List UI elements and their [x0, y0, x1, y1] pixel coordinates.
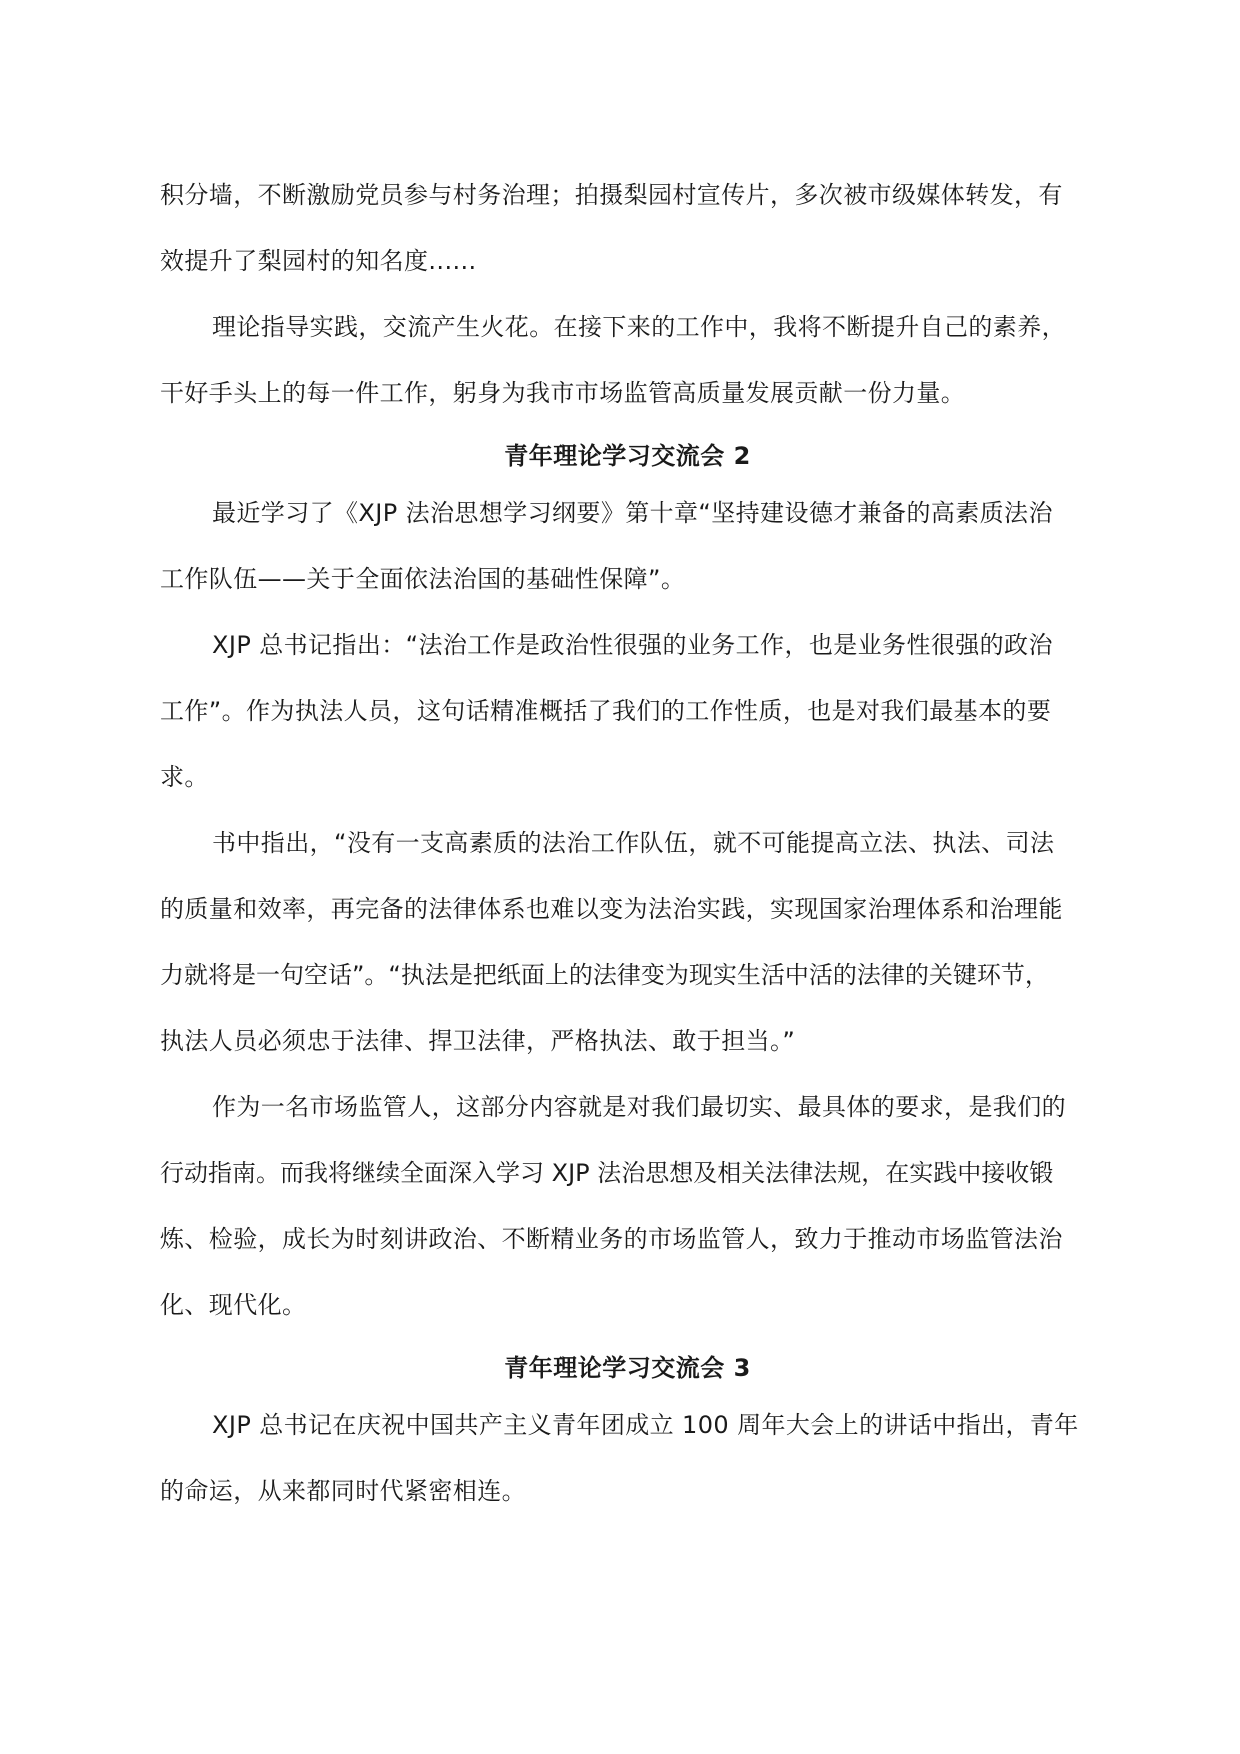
section-heading: 青年理论学习交流会 3 [504, 1354, 751, 1382]
text-line: 积分墙，不断激励党员参与村务治理；拍摄梨园村宣传片，多次被市级媒体转发，有 [160, 181, 1063, 209]
text-line: 作为一名市场监管人，这部分内容就是对我们最切实、最具体的要求，是我们的 [212, 1093, 1066, 1121]
paragraph [160, 162, 1095, 294]
paragraph [160, 1074, 1095, 1338]
text-line: 效提升了梨园村的知名度...... [160, 247, 477, 275]
text-line: 的质量和效率，再完备的法律体系也难以变为法治实践，实现国家治理体系和治理能 [160, 895, 1063, 923]
paragraph [160, 480, 1095, 612]
text-line: 工作”。作为执法人员，这句话精准概括了我们的工作性质，也是对我们最基本的要 [160, 697, 1052, 725]
text-line: 力就将是一句空话”。“执法是把纸面上的法律变为现实生活中活的法律的关键环节， [160, 961, 1049, 989]
document-page [160, 162, 1095, 1524]
text-line: 行动指南。而我将继续全面深入学习 XJP 法治思想及相关法律法规，在实践中接收锻 [160, 1159, 1054, 1187]
paragraph [160, 612, 1095, 810]
paragraph [160, 294, 1095, 426]
text-line: XJP 总书记在庆祝中国共产主义青年团成立 100 周年大会上的讲话中指出，青年 [212, 1411, 1079, 1439]
text-line: 书中指出，“没有一支高素质的法治工作队伍，就不可能提高立法、执法、司法 [212, 829, 1055, 857]
text-line: 理论指导实践，交流产生火花。在接下来的工作中，我将不断提升自己的素养， [212, 313, 1066, 341]
text-line: 工作队伍——关于全面依法治国的基础性保障”。 [160, 565, 686, 593]
text-line: 最近学习了《XJP 法治思想学习纲要》第十章“坚持建设德才兼备的高素质法治 [212, 499, 1053, 527]
text-line: XJP 总书记指出：“法治工作是政治性很强的业务工作，也是业务性很强的政治 [212, 631, 1053, 659]
text-line: 的命运，从来都同时代紧密相连。 [160, 1477, 526, 1505]
text-line: 化、现代化。 [160, 1291, 307, 1319]
paragraph [160, 810, 1095, 1074]
text-line: 求。 [160, 763, 209, 791]
text-line: 炼、检验，成长为时刻讲政治、不断精业务的市场监管人，致力于推动市场监管法治 [160, 1225, 1063, 1253]
paragraph [160, 1392, 1095, 1524]
text-line: 干好手头上的每一件工作，躬身为我市市场监管高质量发展贡献一份力量。 [160, 379, 966, 407]
text-line: 执法人员必须忠于法律、捍卫法律，严格执法、敢于担当。” [160, 1027, 796, 1055]
section-heading: 青年理论学习交流会 2 [504, 442, 751, 470]
